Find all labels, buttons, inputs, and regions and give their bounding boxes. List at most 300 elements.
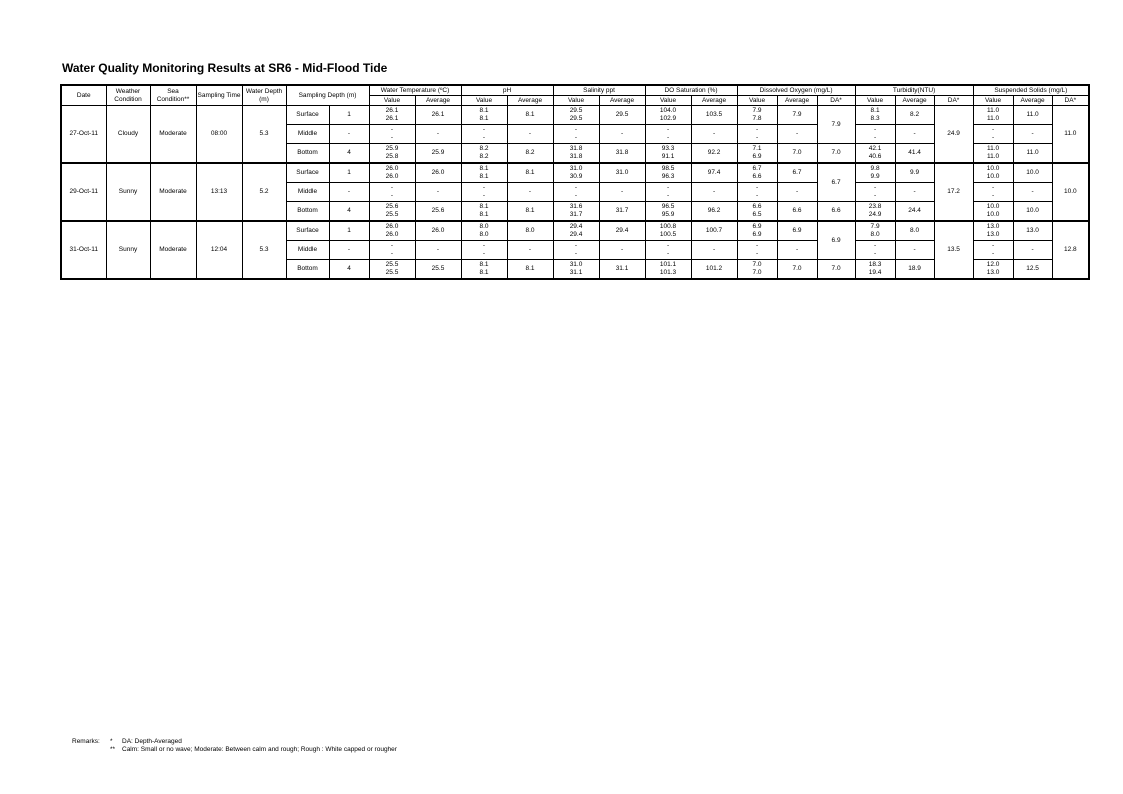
header-value: Value bbox=[855, 96, 895, 106]
header-average: Average bbox=[691, 96, 737, 106]
suspended-solids-value-2: 13.0 bbox=[986, 231, 1000, 238]
turbidity-value bbox=[855, 125, 895, 144]
salinity-value-1: 31.0 bbox=[569, 261, 583, 268]
salinity-average: - bbox=[599, 183, 645, 202]
ph-value bbox=[461, 202, 507, 222]
header-average: Average bbox=[777, 96, 817, 106]
header-average: Average bbox=[415, 96, 461, 106]
level-name-cell: Surface bbox=[286, 106, 329, 125]
ph-value-1: - bbox=[482, 242, 486, 249]
sea-cell: Moderate bbox=[150, 163, 196, 221]
turbidity-da: 24.9 bbox=[934, 106, 973, 164]
level-name-cell: Surface bbox=[286, 163, 329, 183]
salinity-average: 29.5 bbox=[599, 106, 645, 125]
ph-value-2: 8.2 bbox=[479, 153, 489, 160]
turbidity-value-2: 24.9 bbox=[868, 211, 882, 218]
salinity-value-1: - bbox=[574, 184, 578, 191]
turbidity-average: 9.9 bbox=[895, 163, 934, 183]
ph-average: 8.1 bbox=[507, 202, 553, 222]
suspended-solids-da: 11.0 bbox=[1052, 106, 1089, 164]
water-temp-value-2: - bbox=[390, 192, 394, 199]
dissolved-oxygen-da-bottom: 6.6 bbox=[817, 202, 855, 222]
do-saturation-average: - bbox=[691, 125, 737, 144]
suspended-solids-average: - bbox=[1013, 125, 1052, 144]
water-temp-average: 25.6 bbox=[415, 202, 461, 222]
dissolved-oxygen-value-1: 7.0 bbox=[752, 261, 762, 268]
do-saturation-average: 96.2 bbox=[691, 202, 737, 222]
ph-value-2: - bbox=[482, 250, 486, 257]
level-name-cell: Surface bbox=[286, 221, 329, 241]
turbidity-value-1: - bbox=[873, 242, 877, 249]
ph-value-1: - bbox=[482, 126, 486, 133]
time-cell: 12:04 bbox=[196, 221, 242, 279]
header-value: Value bbox=[737, 96, 777, 106]
do-saturation-value-1: 93.3 bbox=[661, 145, 675, 152]
water-temp-average: 25.9 bbox=[415, 144, 461, 164]
suspended-solids-value-1: - bbox=[991, 184, 995, 191]
do-saturation-average: 97.4 bbox=[691, 163, 737, 183]
do-saturation-value-1: 101.1 bbox=[659, 261, 677, 268]
salinity-value bbox=[553, 125, 599, 144]
turbidity-value-2: 8.0 bbox=[870, 231, 880, 238]
suspended-solids-average: 11.0 bbox=[1013, 106, 1052, 125]
dissolved-oxygen-da: 6.7 bbox=[817, 163, 855, 202]
suspended-solids-average: 10.0 bbox=[1013, 202, 1052, 222]
time-cell: 13:13 bbox=[196, 163, 242, 221]
turbidity-value bbox=[855, 183, 895, 202]
water-temp-average: - bbox=[415, 125, 461, 144]
do-saturation-value bbox=[645, 163, 691, 183]
do-saturation-average: 103.5 bbox=[691, 106, 737, 125]
level-depth-cell: 1 bbox=[329, 106, 369, 125]
do-saturation-value bbox=[645, 144, 691, 164]
salinity-value-1: 31.6 bbox=[569, 203, 583, 210]
water-temp-value-1: 26.0 bbox=[385, 165, 399, 172]
dissolved-oxygen-value-2: 7.0 bbox=[752, 269, 762, 276]
turbidity-da: 13.5 bbox=[934, 221, 973, 279]
level-depth-cell: 4 bbox=[329, 260, 369, 280]
header-average: Average bbox=[895, 96, 934, 106]
water-temp-value bbox=[369, 241, 415, 260]
ph-value-1: 8.1 bbox=[479, 107, 489, 114]
header-ph: pH bbox=[461, 85, 553, 96]
header-water-temp: Water Temperature (ºC) bbox=[369, 85, 461, 96]
salinity-value-1: 31.8 bbox=[569, 145, 583, 152]
header-turbidity: Turbidity(NTU) bbox=[855, 85, 973, 96]
do-saturation-value bbox=[645, 241, 691, 260]
dissolved-oxygen-value-2: 7.8 bbox=[752, 115, 762, 122]
suspended-solids-da: 12.8 bbox=[1052, 221, 1089, 279]
ph-average: 8.1 bbox=[507, 260, 553, 280]
header-average: Average bbox=[599, 96, 645, 106]
turbidity-value-1: 23.8 bbox=[868, 203, 882, 210]
turbidity-average: 8.0 bbox=[895, 221, 934, 241]
water-depth-cell: 5.3 bbox=[242, 106, 286, 164]
salinity-average: 29.4 bbox=[599, 221, 645, 241]
dissolved-oxygen-value bbox=[737, 260, 777, 280]
date-cell: 29-Oct-11 bbox=[61, 163, 106, 221]
turbidity-value bbox=[855, 241, 895, 260]
turbidity-value bbox=[855, 106, 895, 125]
remarks-marker-1: * bbox=[110, 738, 113, 745]
water-temp-value-1: 25.9 bbox=[385, 145, 399, 152]
turbidity-value-1: - bbox=[873, 184, 877, 191]
header-sampling-depth: Sampling Depth (m) bbox=[286, 85, 369, 106]
salinity-value-1: 29.4 bbox=[569, 223, 583, 230]
do-saturation-value-1: - bbox=[666, 242, 670, 249]
header-value: Value bbox=[553, 96, 599, 106]
salinity-value bbox=[553, 106, 599, 125]
suspended-solids-value-1: 11.0 bbox=[986, 145, 1000, 152]
water-temp-value bbox=[369, 260, 415, 280]
salinity-average: 31.7 bbox=[599, 202, 645, 222]
water-temp-value bbox=[369, 125, 415, 144]
remarks-label: Remarks: bbox=[72, 738, 100, 745]
do-saturation-average: 101.2 bbox=[691, 260, 737, 280]
remarks-text-1: DA: Depth-Averaged bbox=[122, 738, 182, 745]
do-saturation-value-2: 100.5 bbox=[659, 231, 677, 238]
suspended-solids-value bbox=[973, 221, 1013, 241]
suspended-solids-average: - bbox=[1013, 241, 1052, 260]
turbidity-value-2: - bbox=[873, 134, 877, 141]
suspended-solids-value-1: 10.0 bbox=[986, 203, 1000, 210]
suspended-solids-value-1: 12.0 bbox=[986, 261, 1000, 268]
water-quality-table bbox=[60, 84, 1090, 280]
dissolved-oxygen-da-bottom: 7.0 bbox=[817, 144, 855, 164]
water-temp-value-2: 26.0 bbox=[385, 173, 399, 180]
salinity-value-1: - bbox=[574, 126, 578, 133]
do-saturation-value-2: - bbox=[666, 192, 670, 199]
header-value: Value bbox=[645, 96, 691, 106]
do-saturation-value-2: - bbox=[666, 250, 670, 257]
table-body bbox=[61, 106, 1089, 280]
do-saturation-value bbox=[645, 125, 691, 144]
do-saturation-value-2: - bbox=[666, 134, 670, 141]
suspended-solids-value-2: 11.0 bbox=[986, 153, 1000, 160]
salinity-value bbox=[553, 144, 599, 164]
header-time: Sampling Time bbox=[196, 85, 242, 106]
do-saturation-value-1: - bbox=[666, 126, 670, 133]
do-saturation-value-2: 102.9 bbox=[659, 115, 677, 122]
header-da: DA* bbox=[1052, 96, 1089, 106]
suspended-solids-value bbox=[973, 202, 1013, 222]
salinity-value bbox=[553, 260, 599, 280]
water-temp-average: 25.5 bbox=[415, 260, 461, 280]
salinity-value-2: - bbox=[574, 192, 578, 199]
dissolved-oxygen-average: 6.9 bbox=[777, 221, 817, 241]
dissolved-oxygen-value-2: - bbox=[755, 134, 759, 141]
ph-average: - bbox=[507, 125, 553, 144]
dissolved-oxygen-average: 7.0 bbox=[777, 144, 817, 164]
suspended-solids-value-1: - bbox=[991, 126, 995, 133]
level-depth-cell: - bbox=[329, 183, 369, 202]
dissolved-oxygen-value bbox=[737, 183, 777, 202]
suspended-solids-value-2: 10.0 bbox=[986, 211, 1000, 218]
water-temp-value bbox=[369, 202, 415, 222]
page-title: Water Quality Monitoring Results at SR6 - Mid-Flood Tide bbox=[62, 61, 388, 75]
turbidity-value-1: 42.1 bbox=[868, 145, 882, 152]
suspended-solids-average: - bbox=[1013, 183, 1052, 202]
turbidity-value-2: 8.3 bbox=[870, 115, 880, 122]
do-saturation-value-1: 104.0 bbox=[659, 107, 677, 114]
ph-value-1: 8.2 bbox=[479, 145, 489, 152]
turbidity-value-1: 9.8 bbox=[870, 165, 880, 172]
level-name-cell: Bottom bbox=[286, 260, 329, 280]
water-temp-average: 26.1 bbox=[415, 106, 461, 125]
header-depth: Water Depth (m) bbox=[242, 85, 286, 106]
level-depth-cell: - bbox=[329, 125, 369, 144]
do-saturation-value bbox=[645, 260, 691, 280]
water-temp-average: 26.0 bbox=[415, 221, 461, 241]
ph-value bbox=[461, 183, 507, 202]
salinity-value bbox=[553, 183, 599, 202]
do-saturation-value-2: 91.1 bbox=[661, 153, 675, 160]
water-temp-average: 26.0 bbox=[415, 163, 461, 183]
level-name-cell: Middle bbox=[286, 183, 329, 202]
ph-average: - bbox=[507, 183, 553, 202]
suspended-solids-value bbox=[973, 125, 1013, 144]
turbidity-value bbox=[855, 202, 895, 222]
dissolved-oxygen-da: 7.9 bbox=[817, 106, 855, 144]
ph-value-1: 8.0 bbox=[479, 223, 489, 230]
suspended-solids-value bbox=[973, 106, 1013, 125]
turbidity-average: - bbox=[895, 183, 934, 202]
salinity-value-1: 29.5 bbox=[569, 107, 583, 114]
ph-value bbox=[461, 144, 507, 164]
salinity-value bbox=[553, 221, 599, 241]
dissolved-oxygen-average: - bbox=[777, 183, 817, 202]
suspended-solids-value bbox=[973, 144, 1013, 164]
do-saturation-value bbox=[645, 202, 691, 222]
level-depth-cell: 1 bbox=[329, 163, 369, 183]
suspended-solids-value-2: 13.0 bbox=[986, 269, 1000, 276]
ph-value-1: 8.1 bbox=[479, 261, 489, 268]
ph-value-2: - bbox=[482, 192, 486, 199]
dissolved-oxygen-value-1: - bbox=[755, 126, 759, 133]
ph-average: 8.1 bbox=[507, 106, 553, 125]
suspended-solids-value bbox=[973, 241, 1013, 260]
suspended-solids-value-1: 11.0 bbox=[986, 107, 1000, 114]
dissolved-oxygen-value-2: - bbox=[755, 250, 759, 257]
water-temp-value-1: 26.1 bbox=[385, 107, 399, 114]
salinity-value bbox=[553, 241, 599, 260]
do-saturation-value bbox=[645, 221, 691, 241]
dissolved-oxygen-value bbox=[737, 106, 777, 125]
dissolved-oxygen-value-1: 6.9 bbox=[752, 223, 762, 230]
dissolved-oxygen-average: - bbox=[777, 241, 817, 260]
dissolved-oxygen-value-2: 6.6 bbox=[752, 173, 762, 180]
header-weather: Weather Condition bbox=[106, 85, 150, 106]
suspended-solids-value-1: 13.0 bbox=[986, 223, 1000, 230]
header-suspended-solids: Suspended Solids (mg/L) bbox=[973, 85, 1089, 96]
suspended-solids-value bbox=[973, 183, 1013, 202]
suspended-solids-value-2: - bbox=[991, 192, 995, 199]
salinity-value-2: 31.7 bbox=[569, 211, 583, 218]
water-temp-value-2: 25.8 bbox=[385, 153, 399, 160]
header-value: Value bbox=[369, 96, 415, 106]
dissolved-oxygen-value-1: 6.7 bbox=[752, 165, 762, 172]
suspended-solids-average: 12.5 bbox=[1013, 260, 1052, 280]
dissolved-oxygen-average: 7.9 bbox=[777, 106, 817, 125]
remarks bbox=[72, 738, 397, 754]
water-temp-value-2: 25.5 bbox=[385, 269, 399, 276]
dissolved-oxygen-value-1: - bbox=[755, 242, 759, 249]
remarks-marker-2: ** bbox=[110, 746, 116, 753]
header-da: DA* bbox=[934, 96, 973, 106]
suspended-solids-value bbox=[973, 163, 1013, 183]
salinity-average: 31.8 bbox=[599, 144, 645, 164]
dissolved-oxygen-value bbox=[737, 125, 777, 144]
turbidity-value-1: 18.3 bbox=[868, 261, 882, 268]
dissolved-oxygen-value-1: 7.9 bbox=[752, 107, 762, 114]
water-temp-average: - bbox=[415, 241, 461, 260]
turbidity-value-2: 9.9 bbox=[870, 173, 880, 180]
date-cell: 31-Oct-11 bbox=[61, 221, 106, 279]
water-temp-value bbox=[369, 183, 415, 202]
dissolved-oxygen-average: 6.7 bbox=[777, 163, 817, 183]
dissolved-oxygen-value-2: 6.9 bbox=[752, 231, 762, 238]
table-row bbox=[61, 163, 1089, 183]
salinity-average: - bbox=[599, 125, 645, 144]
water-temp-value-1: 25.5 bbox=[385, 261, 399, 268]
dissolved-oxygen-average: 7.0 bbox=[777, 260, 817, 280]
water-temp-value-1: 26.0 bbox=[385, 223, 399, 230]
ph-value bbox=[461, 260, 507, 280]
suspended-solids-value-2: 10.0 bbox=[986, 173, 1000, 180]
level-depth-cell: - bbox=[329, 241, 369, 260]
turbidity-value-2: - bbox=[873, 192, 877, 199]
dissolved-oxygen-da-bottom: 7.0 bbox=[817, 260, 855, 280]
do-saturation-average: - bbox=[691, 241, 737, 260]
sea-cell: Moderate bbox=[150, 106, 196, 164]
ph-value bbox=[461, 221, 507, 241]
salinity-value-1: 31.0 bbox=[569, 165, 583, 172]
suspended-solids-value-2: - bbox=[991, 250, 995, 257]
do-saturation-value-1: - bbox=[666, 184, 670, 191]
water-temp-value-1: 25.6 bbox=[385, 203, 399, 210]
water-temp-value bbox=[369, 221, 415, 241]
salinity-value-2: - bbox=[574, 134, 578, 141]
water-temp-value-2: - bbox=[390, 134, 394, 141]
header-average: Average bbox=[507, 96, 553, 106]
turbidity-value bbox=[855, 221, 895, 241]
dissolved-oxygen-average: - bbox=[777, 125, 817, 144]
salinity-value bbox=[553, 202, 599, 222]
time-cell: 08:00 bbox=[196, 106, 242, 164]
water-temp-value bbox=[369, 106, 415, 125]
header-salinity: Salinity ppt bbox=[553, 85, 645, 96]
level-name-cell: Middle bbox=[286, 125, 329, 144]
header-sea: Sea Condition** bbox=[150, 85, 196, 106]
turbidity-average: - bbox=[895, 241, 934, 260]
dissolved-oxygen-value bbox=[737, 144, 777, 164]
salinity-average: 31.0 bbox=[599, 163, 645, 183]
turbidity-average: 41.4 bbox=[895, 144, 934, 164]
dissolved-oxygen-value bbox=[737, 202, 777, 222]
level-depth-cell: 1 bbox=[329, 221, 369, 241]
do-saturation-value-2: 96.3 bbox=[661, 173, 675, 180]
salinity-value-2: 29.5 bbox=[569, 115, 583, 122]
suspended-solids-da: 10.0 bbox=[1052, 163, 1089, 221]
do-saturation-value bbox=[645, 106, 691, 125]
water-temp-value bbox=[369, 163, 415, 183]
do-saturation-average: - bbox=[691, 183, 737, 202]
ph-value-2: 8.1 bbox=[479, 211, 489, 218]
suspended-solids-average: 13.0 bbox=[1013, 221, 1052, 241]
sea-cell: Moderate bbox=[150, 221, 196, 279]
ph-value-1: 8.1 bbox=[479, 203, 489, 210]
header-do-saturation: DO Saturation (%) bbox=[645, 85, 737, 96]
salinity-value-1: - bbox=[574, 242, 578, 249]
water-temp-value-1: - bbox=[390, 126, 394, 133]
turbidity-value-1: - bbox=[873, 126, 877, 133]
turbidity-value-2: 40.6 bbox=[868, 153, 882, 160]
dissolved-oxygen-value-1: - bbox=[755, 184, 759, 191]
suspended-solids-value-1: 10.0 bbox=[986, 165, 1000, 172]
turbidity-value-1: 7.9 bbox=[870, 223, 880, 230]
turbidity-value-1: 8.1 bbox=[870, 107, 880, 114]
level-name-cell: Bottom bbox=[286, 144, 329, 164]
table-row bbox=[61, 106, 1089, 125]
salinity-average: 31.1 bbox=[599, 260, 645, 280]
level-depth-cell: 4 bbox=[329, 202, 369, 222]
dissolved-oxygen-value-1: 7.1 bbox=[752, 145, 762, 152]
water-temp-value bbox=[369, 144, 415, 164]
turbidity-value bbox=[855, 163, 895, 183]
salinity-value-2: 30.9 bbox=[569, 173, 583, 180]
water-depth-cell: 5.3 bbox=[242, 221, 286, 279]
salinity-average: - bbox=[599, 241, 645, 260]
salinity-value-2: - bbox=[574, 250, 578, 257]
ph-value-1: 8.1 bbox=[479, 165, 489, 172]
water-temp-value-2: 26.0 bbox=[385, 231, 399, 238]
salinity-value-2: 29.4 bbox=[569, 231, 583, 238]
do-saturation-value-1: 100.8 bbox=[659, 223, 677, 230]
ph-value-2: - bbox=[482, 134, 486, 141]
salinity-value-2: 31.1 bbox=[569, 269, 583, 276]
dissolved-oxygen-value bbox=[737, 163, 777, 183]
water-temp-value-2: - bbox=[390, 250, 394, 257]
salinity-value-2: 31.8 bbox=[569, 153, 583, 160]
ph-value bbox=[461, 163, 507, 183]
turbidity-average: 24.4 bbox=[895, 202, 934, 222]
table-row bbox=[61, 221, 1089, 241]
do-saturation-value-1: 98.5 bbox=[661, 165, 675, 172]
ph-average: 8.2 bbox=[507, 144, 553, 164]
header-dissolved-oxygen: Dissolved Oxygen (mg/L) bbox=[737, 85, 855, 96]
ph-value-2: 8.0 bbox=[479, 231, 489, 238]
level-depth-cell: 4 bbox=[329, 144, 369, 164]
ph-value-2: 8.1 bbox=[479, 173, 489, 180]
do-saturation-value-2: 101.3 bbox=[659, 269, 677, 276]
ph-value-2: 8.1 bbox=[479, 115, 489, 122]
turbidity-da: 17.2 bbox=[934, 163, 973, 221]
suspended-solids-average: 11.0 bbox=[1013, 144, 1052, 164]
turbidity-average: 18.9 bbox=[895, 260, 934, 280]
dissolved-oxygen-value-2: 6.9 bbox=[752, 153, 762, 160]
do-saturation-average: 100.7 bbox=[691, 221, 737, 241]
header-value: Value bbox=[973, 96, 1013, 106]
dissolved-oxygen-da: 6.9 bbox=[817, 221, 855, 260]
dissolved-oxygen-value bbox=[737, 241, 777, 260]
ph-average: 8.1 bbox=[507, 163, 553, 183]
suspended-solids-value bbox=[973, 260, 1013, 280]
ph-value-1: - bbox=[482, 184, 486, 191]
level-name-cell: Bottom bbox=[286, 202, 329, 222]
turbidity-average: 8.2 bbox=[895, 106, 934, 125]
ph-value bbox=[461, 106, 507, 125]
weather-cell: Sunny bbox=[106, 221, 150, 279]
